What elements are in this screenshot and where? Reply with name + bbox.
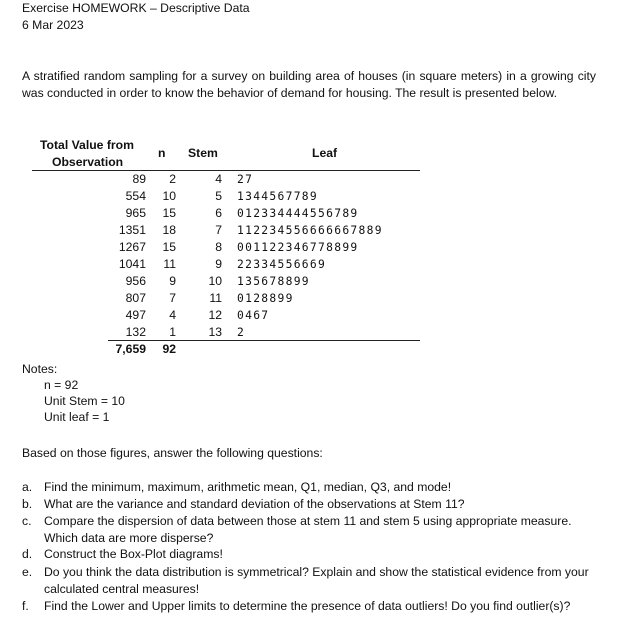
row-total-value: 1351 bbox=[118, 223, 146, 237]
table-row bbox=[0, 308, 620, 325]
questions-intro: Based on those figures, answer the following questions: bbox=[22, 446, 323, 460]
table-row bbox=[0, 240, 620, 257]
question-text: What are the variance and standard deviation of the observations at Stem 11? bbox=[44, 497, 465, 511]
intro-paragraph: A stratified random sampling for a survey on building area of houses (in square meters) in a growing city was conducted in order to know the behavior of demand for housing. The result is presented below. bbox=[22, 69, 596, 100]
table-row bbox=[0, 274, 620, 291]
row-leaf-value: 0467 bbox=[237, 309, 270, 322]
question-label: b. bbox=[22, 497, 33, 511]
row-stem-value: 6 bbox=[215, 206, 222, 220]
row-leaf-value: 001122346778899 bbox=[237, 241, 359, 254]
question-text: Find the minimum, maximum, arithmetic mean, Q1, median, Q3, and mode! bbox=[44, 480, 452, 494]
column-header-stem: Stem bbox=[188, 146, 218, 160]
row-total-value: 497 bbox=[125, 308, 146, 322]
row-stem-value: 10 bbox=[208, 274, 222, 288]
table-row bbox=[0, 206, 620, 223]
row-n-value: 9 bbox=[169, 274, 176, 288]
question-label: c. bbox=[22, 514, 32, 528]
column-header-total-line1: Total Value from bbox=[40, 138, 134, 152]
row-stem-value: 12 bbox=[208, 308, 222, 322]
question-text: Do you think the data distribution is symmetrical? Explain and show the statistical evidence from your calculated central measures! bbox=[44, 565, 589, 596]
row-total-value: 1041 bbox=[118, 257, 146, 271]
row-stem-value: 13 bbox=[208, 325, 222, 339]
row-n-value: 7 bbox=[169, 291, 176, 305]
row-total-value: 132 bbox=[125, 325, 146, 339]
row-total-value: 1267 bbox=[118, 240, 146, 254]
row-leaf-value: 112234556666667889 bbox=[237, 224, 383, 237]
row-n-value: 1 bbox=[169, 325, 176, 339]
column-header-leaf: Leaf bbox=[312, 146, 338, 160]
row-stem-value: 4 bbox=[215, 172, 222, 186]
row-n-value: 2 bbox=[169, 172, 176, 186]
question-text: Find the Lower and Upper limits to determine the presence of data outliers! Do you find outlier(s)? bbox=[44, 599, 571, 613]
question-text: Compare the dispersion of data between those at stem 11 and stem 5 using appropriate measure. Which data are more disperse? bbox=[44, 514, 572, 545]
row-leaf-value: 0128899 bbox=[237, 292, 294, 305]
grand-total-value: 7,659 bbox=[115, 342, 146, 356]
table-header-rule bbox=[32, 170, 420, 171]
table-row bbox=[0, 172, 620, 189]
document-date: 6 Mar 2023 bbox=[22, 18, 84, 32]
row-total-value: 965 bbox=[125, 206, 146, 220]
row-stem-value: 11 bbox=[209, 291, 222, 305]
note-item: n = 92 bbox=[44, 378, 79, 392]
grand-total-n: 92 bbox=[162, 342, 176, 356]
row-leaf-value: 135678899 bbox=[237, 275, 310, 288]
row-total-value: 89 bbox=[132, 172, 146, 186]
row-total-value: 554 bbox=[125, 189, 146, 203]
table-total-rule bbox=[108, 340, 420, 341]
table-row bbox=[0, 189, 620, 206]
document-title: Exercise HOMEWORK – Descriptive Data bbox=[22, 1, 250, 15]
question-label: e. bbox=[22, 565, 33, 579]
row-n-value: 10 bbox=[162, 189, 176, 203]
row-leaf-value: 1344567789 bbox=[237, 190, 319, 203]
row-stem-value: 9 bbox=[215, 257, 222, 271]
row-leaf-value: 27 bbox=[237, 173, 254, 186]
row-stem-value: 7 bbox=[215, 223, 222, 237]
row-leaf-value: 012334444556789 bbox=[237, 207, 359, 220]
row-n-value: 15 bbox=[162, 206, 176, 220]
row-total-value: 956 bbox=[125, 274, 146, 288]
table-row bbox=[0, 257, 620, 274]
table-row bbox=[0, 291, 620, 308]
notes-title: Notes: bbox=[22, 362, 58, 376]
table-row bbox=[0, 223, 620, 240]
row-n-value: 11 bbox=[163, 257, 176, 271]
note-item: Unit leaf = 1 bbox=[44, 410, 110, 424]
question-text: Construct the Box-Plot diagrams! bbox=[44, 547, 223, 561]
row-n-value: 15 bbox=[162, 240, 176, 254]
row-total-value: 807 bbox=[125, 291, 146, 305]
question-label: a. bbox=[22, 480, 33, 494]
row-n-value: 4 bbox=[169, 308, 176, 322]
row-stem-value: 8 bbox=[215, 240, 222, 254]
column-header-total-line2: Observation bbox=[52, 155, 124, 169]
row-leaf-value: 2 bbox=[237, 326, 246, 339]
note-item: Unit Stem = 10 bbox=[44, 394, 125, 408]
question-label: d. bbox=[22, 547, 33, 561]
row-leaf-value: 22334556669 bbox=[237, 258, 327, 271]
row-n-value: 18 bbox=[162, 223, 176, 237]
column-header-n: n bbox=[158, 146, 166, 160]
question-label: f. bbox=[22, 599, 29, 613]
row-stem-value: 5 bbox=[215, 189, 222, 203]
